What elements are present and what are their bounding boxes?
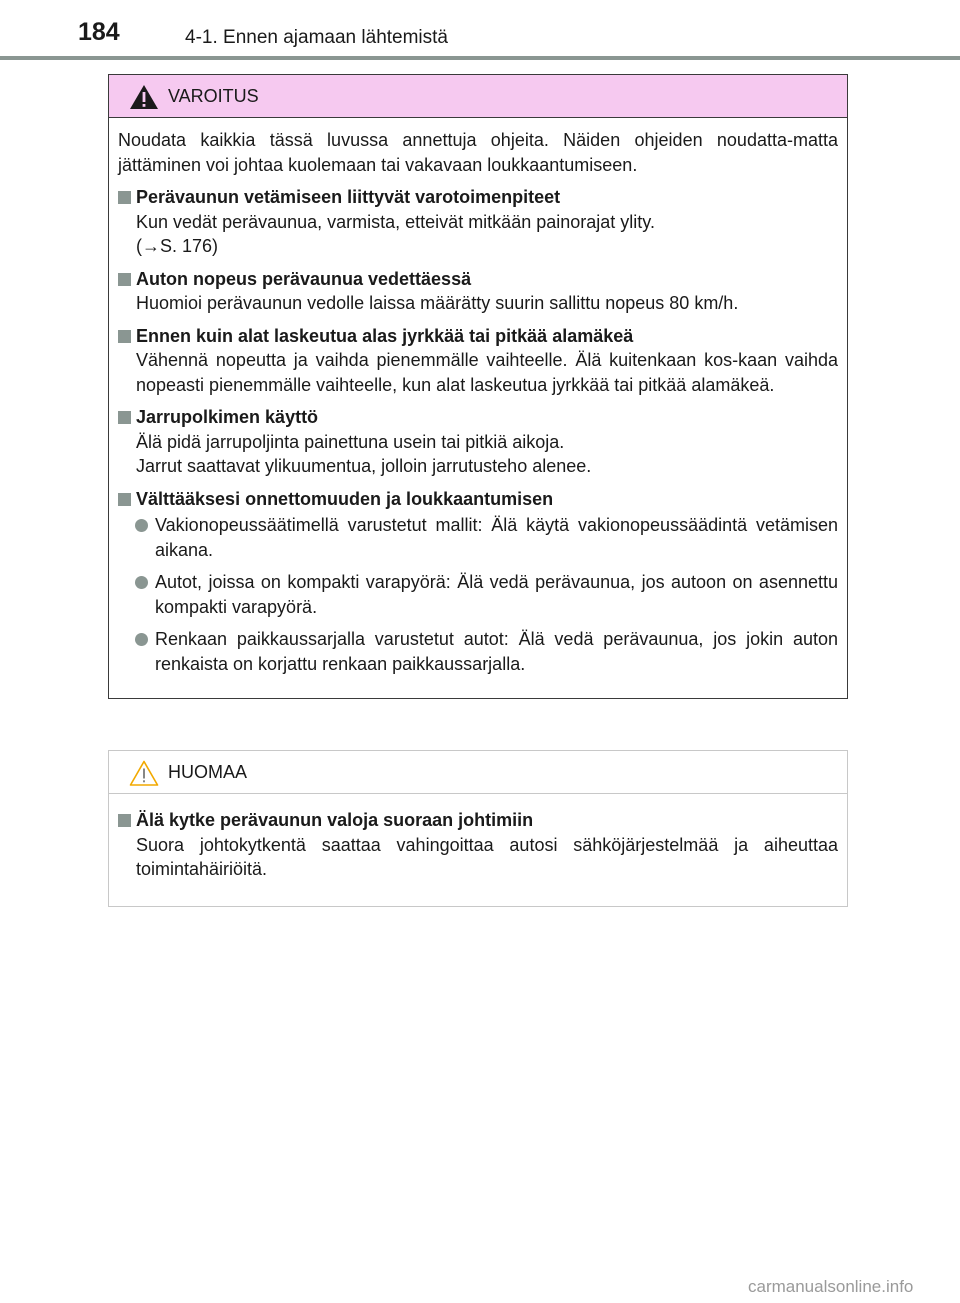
section-title: Välttääksesi onnettomuuden ja loukkaantumisen	[118, 487, 838, 512]
watermark: carmanualsonline.info	[748, 1277, 914, 1296]
square-bullet-icon	[118, 273, 131, 286]
section-title: Älä kytke perävaunun valoja suoraan johtimiin	[118, 808, 838, 833]
section-text: Älä pidä jarrupoljinta painettuna usein tai pitkiä aikoja. Jarrut saattavat ylikuumentua, jolloin jarrutusteho alenee.	[136, 431, 592, 476]
square-bullet-icon	[118, 330, 131, 343]
section-text: Vähennä nopeutta ja vaihda pienemmälle vaihteelle. Älä kuitenkaan kos-kaan vaihda nopeasti pienemmälle vaihteelle, kun alat laskeutua jyrkkää tai pitkää alamäkeä.	[136, 350, 838, 395]
section-text: Huomioi perävaunun vedolle laissa määrätty suurin sallittu nopeus 80 km/h.	[136, 293, 739, 313]
section-text: Kun vedät perävaunua, varmista, etteivät mitkään painorajat ylity. (→S. 176)	[136, 211, 655, 256]
warning-box	[108, 74, 848, 699]
page-reference: (→S. 176)	[136, 236, 219, 256]
section-title: Auton nopeus perävaunua vedettäessä	[118, 267, 838, 292]
square-bullet-icon	[118, 191, 131, 204]
circle-bullet-icon	[135, 519, 148, 532]
notice-box	[108, 750, 848, 907]
notice-header	[109, 751, 847, 794]
warning-triangle-filled-icon	[129, 84, 159, 110]
list-item: Vakionopeussäätimellä varustetut mallit: Älä käytä vakionopeussäädintä vetämisen aikana.	[118, 513, 838, 562]
notice-label: HUOMAA	[168, 762, 248, 782]
square-bullet-icon	[118, 411, 131, 424]
section-text: Suora johtokytkentä saattaa vahingoittaa autosi sähköjärjestelmää ja aiheuttaa toimintahäiriöitä.	[136, 834, 838, 879]
section-title: Ennen kuin alat laskeutua alas jyrkkää tai pitkää alamäkeä	[118, 324, 838, 349]
section-title: Jarrupolkimen käyttö	[118, 405, 838, 430]
list-item: Renkaan paikkaussarjalla varustetut autot: Älä vedä perävaunua, jos jokin auton renkaista on korjattu renkaan paikkaussarjalla.	[118, 627, 838, 676]
warning-label: VAROITUS	[168, 86, 259, 106]
circle-bullet-icon	[135, 633, 148, 646]
arrow-right-icon: →	[142, 236, 160, 256]
warning-intro: Noudata kaikkia tässä luvussa annettuja ohjeita. Näiden ohjeiden noudatta-matta jättäminen voi johtaa kuolemaan tai vakavaan loukkaantumiseen.	[118, 130, 838, 175]
warning-body	[109, 118, 847, 698]
square-bullet-icon	[118, 493, 131, 506]
warning-triangle-outline-icon	[129, 760, 159, 786]
list-item: Autot, joissa on kompakti varapyörä: Älä vedä perävaunua, jos autoon on asennettu kompakti varapyörä.	[118, 570, 838, 619]
section-title: Perävaunun vetämiseen liittyvät varotoimenpiteet	[118, 185, 838, 210]
circle-bullet-icon	[135, 576, 148, 589]
page-number: 184	[78, 18, 120, 46]
header-rule	[0, 56, 960, 60]
warning-header	[109, 75, 847, 118]
page-header	[0, 0, 960, 60]
notice-body	[109, 794, 847, 906]
chapter-title: 4-1. Ennen ajamaan lähtemistä	[185, 27, 448, 48]
square-bullet-icon	[118, 814, 131, 827]
